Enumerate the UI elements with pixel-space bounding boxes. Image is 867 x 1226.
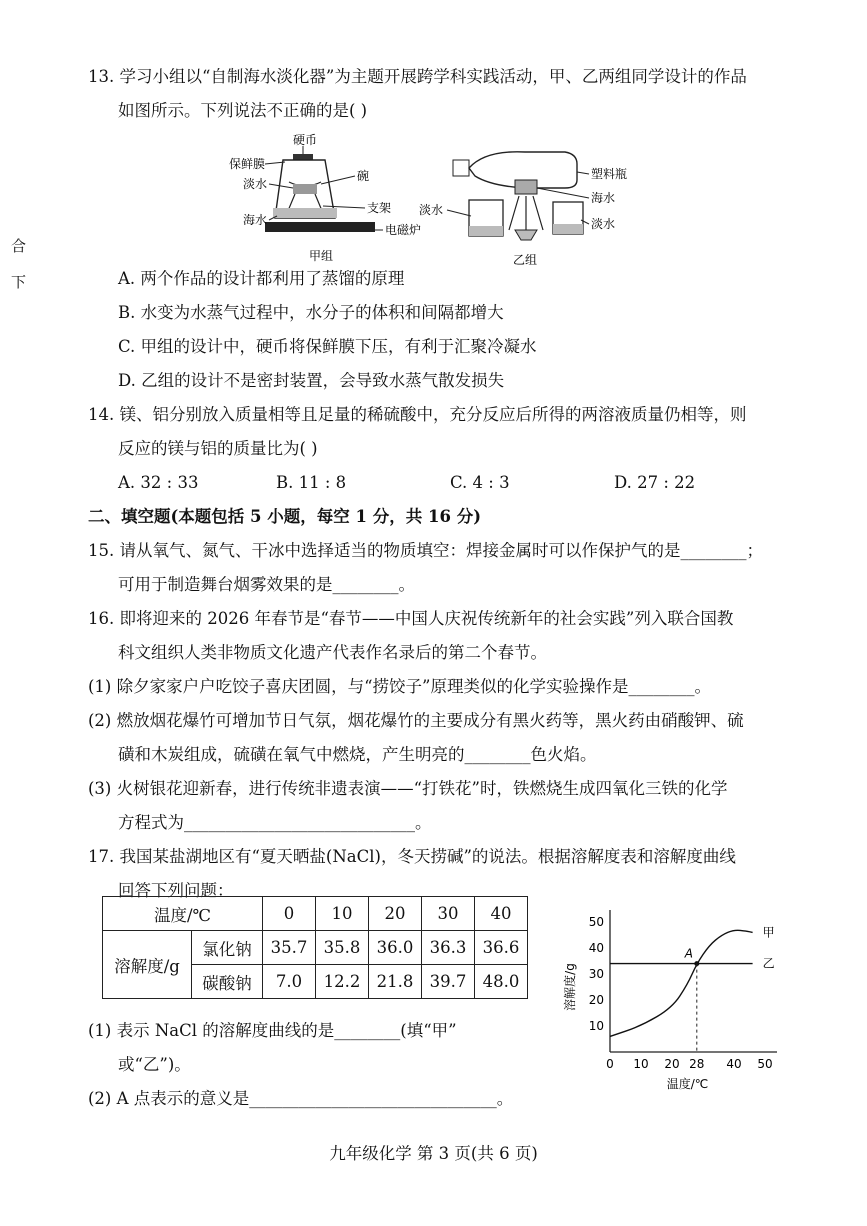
x-tick-label: 40 [726,1057,742,1071]
page-footer: 九年级化学 第 3 页(共 6 页) [329,1144,538,1163]
q17-part1-line1: (1) 表示 NaCl 的溶解度曲线的是________(填“甲” [88,1021,457,1040]
label-bowl: 碗 [357,169,370,183]
table-cell: 35.7 [263,931,316,965]
section-2-heading: 二、填空题(本题包括 5 小题，每空 1 分，共 16 分) [88,507,482,526]
q17-part2: (2) A 点表示的意义是______________________________。 [88,1089,514,1108]
table-cell: 20 [369,897,422,931]
q14-option-b: B. 11 : 8 [276,473,347,492]
q16-part3-line1: (3) 火树银花迎新春，进行传统非遗表演——“打铁花”时，铁燃烧生成四氧化三铁的化学 [88,779,728,798]
label-fresh-water-b2: 淡水 [591,217,616,231]
table-cell: 12.2 [316,965,369,999]
point-a-label: A [684,946,694,961]
table-cell: 39.7 [422,965,475,999]
q13-option-d: D. 乙组的设计不是密封装置，会导致水蒸气散发损失 [118,371,505,390]
chart-series [610,930,753,1052]
table-cell: 7.0 [263,965,316,999]
q17-line1: 17. 我国某盐湖地区有“夏天晒盐(NaCl)，冬天捞碱”的说法。根据溶解度表和溶解度曲线 [88,847,736,866]
label-film: 保鲜膜 [229,157,266,171]
q17-part1-line2: 或“乙”)。 [118,1055,191,1074]
label-cooker: 电磁炉 [385,223,422,237]
y-tick-label: 10 [588,1019,604,1033]
label-fresh-water-b1: 淡水 [419,203,444,217]
table-cell: 40 [475,897,528,931]
x-tick-label: 10 [633,1057,649,1071]
y-axis-label: 溶解度/g [563,963,577,1011]
q16-part2-line2: 磺和木炭组成，硫磺在氧气中燃烧，产生明亮的________色火焰。 [118,745,597,764]
x-axis-label: 温度/℃ [666,1077,709,1091]
table-cell: 48.0 [475,965,528,999]
solubility-header: 溶解度/g [103,931,192,999]
q14-option-c: C. 4 : 3 [450,473,510,492]
table-cell: 36.6 [475,931,528,965]
label-group-b: 乙组 [513,253,538,267]
q13-apparatus-figure [225,130,655,270]
x-tick-label: 50 [757,1057,773,1071]
table-cell: 21.8 [369,965,422,999]
series-name-label: 乙 [762,956,775,971]
label-support: 支架 [367,201,392,215]
side-margin-text: 合 下 [9,238,27,297]
y-tick-label: 50 [588,915,604,929]
series-line-jia [610,930,753,1036]
q14-line2: 反应的镁与铝的质量比为( ) [118,439,318,458]
q14-line1: 14. 镁、铝分别放入质量相等且足量的稀硫酸中，充分反应后所得的两溶液质量仍相等，则 [88,405,747,424]
table-cell: 35.8 [316,931,369,965]
series-name-label: 甲 [762,925,775,940]
q16-part1: (1) 除夕家家户户吃饺子喜庆团圆，与“捞饺子”原理类似的化学实验操作是________。 [88,677,711,696]
y-tick-label: 30 [588,967,604,981]
q14-option-a: A. 32 : 33 [118,473,199,492]
table-row [103,897,528,931]
q13-option-b: B. 水变为水蒸气过程中，水分子的体积和间隔都增大 [118,303,504,322]
q16-part2-line1: (2) 燃放烟花爆竹可增加节日气氛，烟花爆竹的主要成分有黑火药等，黑火药由硝酸钾、硫 [88,711,744,730]
q14-option-d: D. 27 : 22 [614,473,696,492]
y-tick-label: 40 [588,941,604,955]
table-row [103,931,528,965]
q13-line1: 13. 学习小组以“自制海水淡化器”为主题开展跨学科实践活动，甲、乙两组同学设计的作品 [88,67,747,86]
solubility-table [102,896,528,999]
temp-header: 温度/℃ [103,897,263,931]
q16-line1: 16. 即将迎来的 2026 年春节是“春节——中国人庆祝传统新年的社会实践”列入联合国教 [88,609,734,628]
table-cell: 36.3 [422,931,475,965]
label-bottle: 塑料瓶 [591,167,628,181]
group-a-apparatus [265,154,375,232]
q13-line2: 如图所示。下列说法不正确的是( ) [118,101,368,120]
q16-line2: 科文组织人类非物质文化遗产代表作名录后的第二个春节。 [118,643,547,662]
x-tick-label: 0 [606,1057,614,1071]
y-tick-label: 20 [588,993,604,1007]
solubility-curve-chart [560,902,800,1092]
row-name-nacl: 氯化钠 [192,931,263,965]
x-tick-label: 28 [689,1057,705,1071]
table-cell: 0 [263,897,316,931]
group-b-apparatus [453,152,583,240]
table-cell: 30 [422,897,475,931]
row-name-na2co3: 碳酸钠 [192,965,263,999]
table-cell: 10 [316,897,369,931]
label-group-a: 甲组 [309,249,334,263]
label-seawater-b: 海水 [591,191,616,205]
chart-axes [610,910,777,1052]
q13-option-a: A. 两个作品的设计都利用了蒸馏的原理 [118,269,405,288]
q16-part3-line2: 方程式为____________________________。 [118,813,432,832]
x-tick-label: 20 [664,1057,680,1071]
label-coin: 硬币 [293,133,318,147]
q17-line2: 回答下列问题： [118,881,234,900]
label-fresh-water-a: 淡水 [243,177,268,191]
q15-line2: 可用于制造舞台烟雾效果的是________。 [118,575,415,594]
q15-line1: 15. 请从氧气、氮气、干冰中选择适当的物质填空：焊接金属时可以作保护气的是________； [88,541,763,560]
table-cell: 36.0 [369,931,422,965]
label-seawater-a: 海水 [243,213,268,227]
q13-option-c: C. 甲组的设计中，硬币将保鲜膜下压，有利于汇聚冷凝水 [118,337,537,356]
chart-labels [562,915,775,1091]
